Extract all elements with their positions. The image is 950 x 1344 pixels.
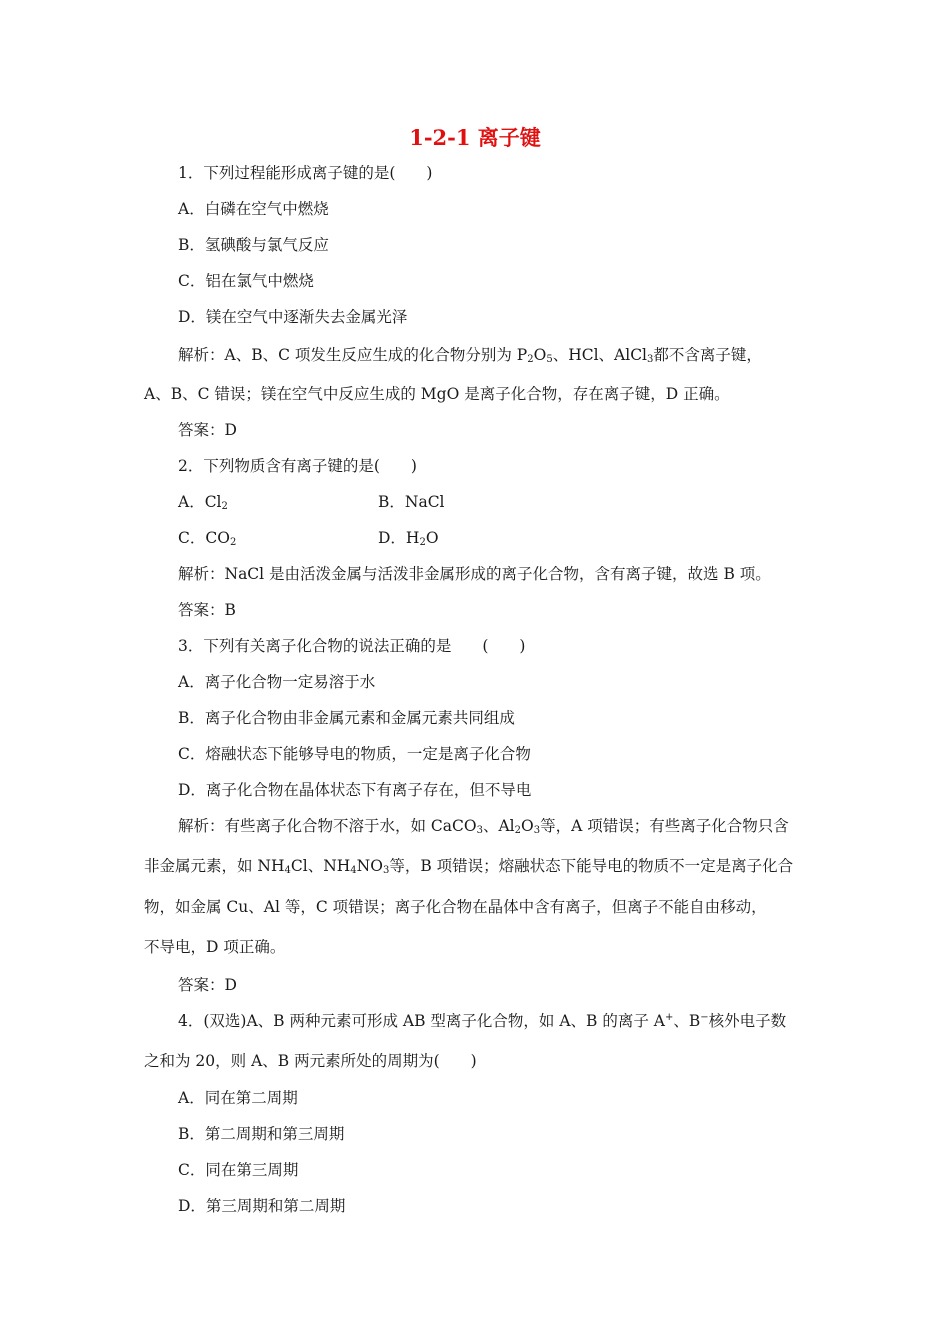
- q1-analysis-line2: A、B、C 错误；镁在空气中反应生成的 MgO 是离子化合物，存在离子键，D 正确。: [144, 385, 730, 403]
- q1-option-d: D．镁在空气中逐渐失去金属光泽: [178, 308, 408, 326]
- q4-option-d: D．第三周期和第二周期: [178, 1197, 346, 1215]
- q1-answer: 答案：D: [178, 421, 237, 439]
- q1-option-b: B．氢碘酸与氯气反应: [178, 236, 329, 254]
- q2-analysis: 解析：NaCl 是由活泼金属与活泼非金属形成的离子化合物，含有离子键，故选 B 项。: [178, 565, 771, 583]
- q2-option-d: D．$H_2O$: [378, 529, 439, 548]
- q3-option-c: C．熔融状态下能够导电的物质，一定是离子化合物: [178, 745, 531, 763]
- q1-option-c: C．铝在氯气中燃烧: [178, 272, 314, 290]
- q3-option-b: B．离子化合物由非金属元素和金属元素共同组成: [178, 709, 515, 727]
- q2-stem: 2．下列物质含有离子键的是( ): [178, 457, 417, 475]
- page-title: 1-2-1 离子键: [409, 125, 541, 150]
- q2-option-a: A．$Cl_2$: [178, 493, 228, 512]
- q3-answer: 答案：D: [178, 976, 237, 994]
- q4-option-b: B．第二周期和第三周期: [178, 1125, 345, 1143]
- q4-option-c: C．同在第三周期: [178, 1161, 299, 1179]
- q3-stem: 3．下列有关离子化合物的说法正确的是 ( ): [178, 637, 526, 655]
- q2-option-c: C．$CO_2$: [178, 529, 237, 548]
- q2-option-b: B．NaCl: [378, 493, 445, 511]
- q4-stem-line1: 4．(双选)A、B 两种元素可形成 AB 型离子化合物，如 A、B 的离子 A+、B−核外电子数: [178, 1012, 787, 1030]
- q3-analysis-line4: 不导电，D 项正确。: [144, 938, 286, 956]
- q1-option-a: A．白磷在空气中燃烧: [178, 200, 329, 218]
- q4-option-a: A．同在第二周期: [178, 1089, 298, 1107]
- q3-analysis-line1: 解析：有些离子化合物不溶于水，如 CaCO$_3$、$Al_2O_3$等，A 项错误；有些离子化合物只含: [178, 817, 789, 836]
- q3-analysis-line2: 非金属元素，如 $NH_4Cl$、$NH_4NO_3$等，B 项错误；熔融状态下能导电的物质不一定是离子化合: [144, 857, 794, 876]
- q4-stem-line2: 之和为 20，则 A、B 两元素所处的周期为( ): [144, 1052, 477, 1070]
- q3-option-a: A．离子化合物一定易溶于水: [178, 673, 376, 691]
- q3-analysis-line3: 物，如金属 Cu、Al 等，C 项错误；离子化合物在晶体中含有离子，但离子不能自由移动，: [144, 898, 767, 916]
- q1-analysis-line1: 解析：A、B、C 项发生反应生成的化合物分别为 $P_2O_5$、HCl、AlCl$_3$都不含离子键，: [178, 346, 762, 365]
- q1-stem: 1．下列过程能形成离子键的是( ): [178, 164, 433, 182]
- q2-answer: 答案：B: [178, 601, 236, 619]
- q3-option-d: D．离子化合物在晶体状态下有离子存在，但不导电: [178, 781, 532, 799]
